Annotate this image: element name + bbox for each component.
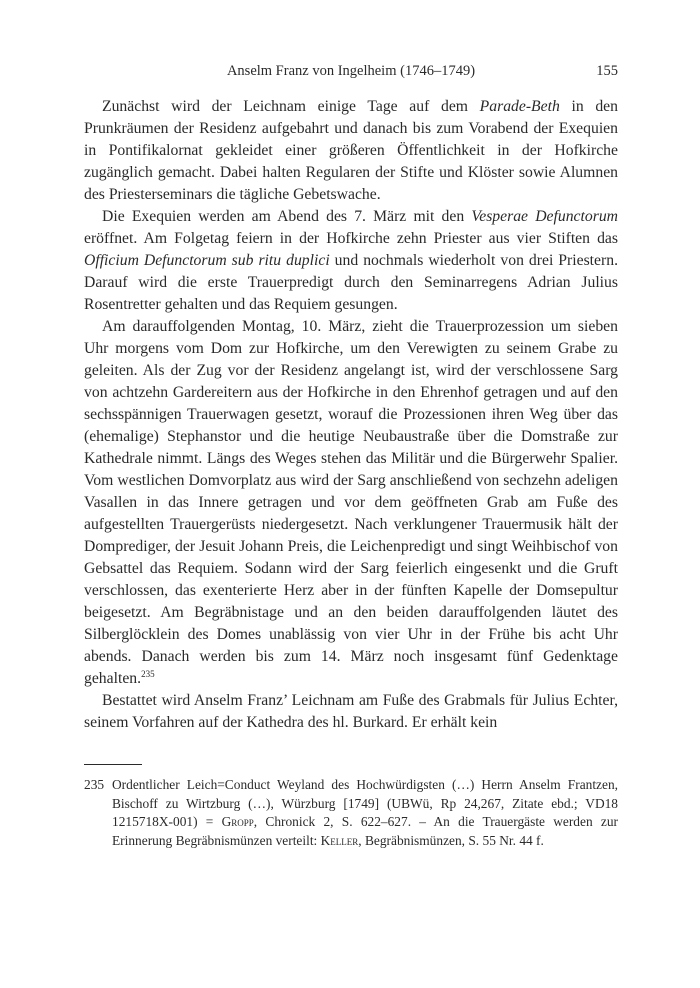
footnote-text: [112, 776, 618, 850]
author-name-smallcaps: Keller: [320, 832, 359, 848]
text-run: Die Exequien werden am Abend des 7. März mit den: [102, 208, 472, 225]
page-number: 155: [596, 63, 618, 79]
italic-term: Officium Defunctorum sub ritu duplici: [84, 252, 330, 269]
text-run: , Chronick 2, S. 622–627. – An die Trauergäste werden zur Erinnerung Begräbnismünzen verteilt:: [112, 814, 618, 848]
text-run: Ordentlicher Leich=Conduct Weyland des Hochwürdigsten (…) Herrn Anselm Frantzen, Bischoff zu Wirtzburg (…), Würzburg [1749] (UBWü, Rp 24,267, Zitate ebd.; VD18 1215718X-001) =: [112, 777, 618, 829]
paragraph-4: [84, 690, 618, 734]
text-run: in den Prunkräumen der Residenz aufgebahrt und danach bis zum Vorabend der Exequien in Pontifikalornat gekleidet einer größeren Öffentlichkeit in der Hofkirche zugänglich gemacht. Dabei halten Regularen der Stifte und Klöster sowie Alumnen des Priesterseminars die tägliche Gebetswache.: [84, 98, 618, 203]
footnote-number: 235: [84, 777, 105, 792]
running-head: [84, 62, 618, 80]
body-text: [84, 96, 618, 734]
text-run: Am darauffolgenden Montag, 10. März, zieht die Trauerprozession um sieben Uhr morgens vom Dom zur Hofkirche, um den Verewigten zu seinem Grabe zu geleiten. Als der Zug vor der Residenz angelangt ist, wird der verschlossene Sarg von achtzehn Gardereitern aus der Hofkirche in den Ehrenhof getragen und auf den sechsspännigen Trauerwagen gesetzt, worauf die Prozessionen ihren Weg über das (ehemalige) Stephanstor und die heutige Neubaustraße über die Domstraße zur Kathedrale nimmt. Längs des Weges stehen das Militär und die Bürgerwehr Spalier. Vom westlichen Domvorplatz aus wird der Sarg anschließend von sechzehn adeligen Vasallen in das Innere getragen und vor dem geöffneten Grab am Fuße des aufgestellten Trauergerüsts niedergesetzt. Nach verklungener Trauermusik hält der Domprediger, der Jesuit Johann Preis, die Leichenpredigt und singt Weihbischof von Gebsattel das Requiem. Sodann wird der Sarg feierlich eingesenkt und die Gruft verschlossen, das exenterierte Herz aber in der fünften Kapelle der Domsepultur beigesetzt. Am Begräbnistage und an den beiden darauffolgenden läutet des Silberglöcklein des Domes unablässig von vier Uhr in der Frühe bis acht Uhr abends. Danach werden bis zum 14. März noch insgesamt fünf Gedenktage gehalten.: [84, 318, 618, 687]
text-run: und nochmals wiederholt von drei Priestern. Darauf wird die erste Trauerpredigt durch den Seminarregens Adrian Julius Rosentretter gehalten und das Requiem gesungen.: [84, 252, 618, 313]
text-run: , Begräbnismünzen, S. 55 Nr. 44 f.: [358, 832, 544, 848]
paragraph-3: [84, 316, 618, 690]
paragraph-1: [84, 96, 618, 206]
running-title: Anselm Franz von Ingelheim (1746–1749): [226, 63, 476, 79]
italic-term: Vesperae Defunctorum: [471, 208, 618, 225]
footnote-reference[interactable]: 235: [141, 668, 155, 679]
text-run: Bestattet wird Anselm Franz’ Leichnam am Fuße des Grabmals für Julius Echter, seinem Vorfahren auf der Kathedra des hl. Burkard. Er erhält kein: [84, 692, 618, 731]
text-run: Zunächst wird der Leichnam einige Tage auf dem: [102, 98, 480, 115]
text-run: eröffnet. Am Folgetag feiern in der Hofkirche zehn Priester aus vier Stiften das: [84, 230, 618, 247]
italic-term: Parade-Beth: [479, 98, 560, 115]
footnote-235: [84, 776, 618, 850]
author-name-smallcaps: Gropp: [221, 814, 254, 829]
footnote-separator: [84, 764, 142, 765]
paragraph-2: [84, 206, 618, 316]
